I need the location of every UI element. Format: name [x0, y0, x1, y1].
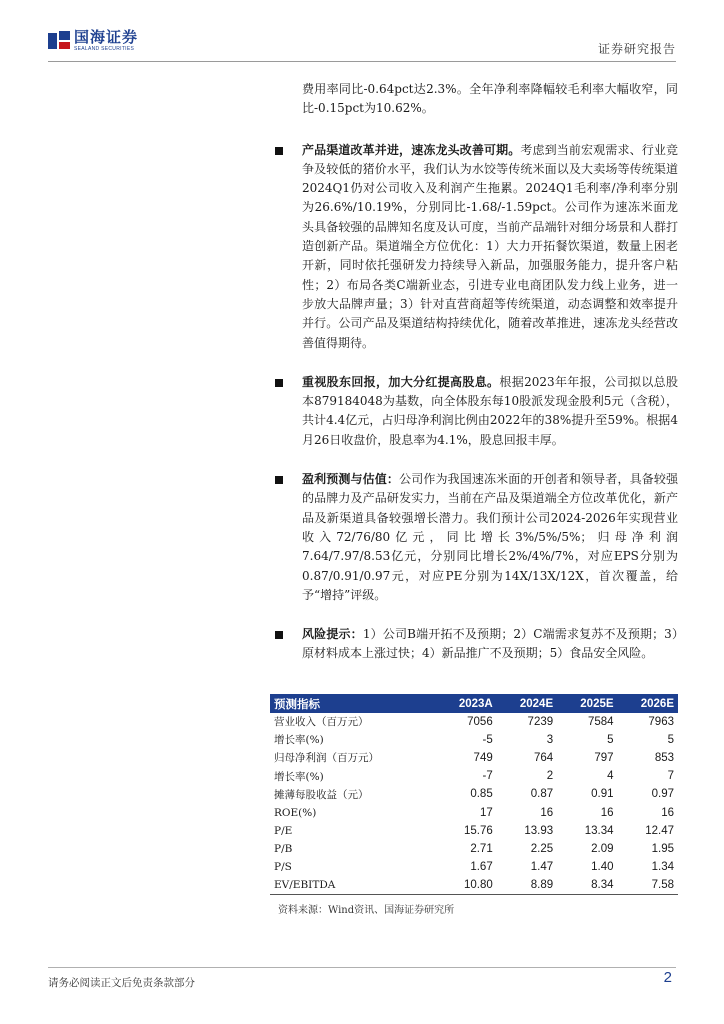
- table-row: [270, 749, 678, 767]
- table-cell: 15.76: [435, 822, 496, 840]
- table-cell: 13.34: [557, 822, 617, 840]
- table-row-label: EV/EBITDA: [270, 876, 435, 894]
- table-row: [270, 822, 678, 840]
- table-cell: 853: [618, 749, 678, 767]
- bullet-icon: [275, 147, 283, 155]
- table-source: 资料来源：Wind资讯、国海证券研究所: [278, 904, 455, 916]
- bullet-icon: [275, 476, 283, 484]
- table-cell: 17: [435, 803, 496, 821]
- table-row-label: P/E: [270, 822, 435, 840]
- table-header-cell: 2025E: [557, 694, 617, 713]
- table-row: [270, 858, 678, 876]
- table-row: [270, 803, 678, 821]
- table-cell: 0.87: [497, 785, 557, 803]
- table-row-label: ROE(%): [270, 803, 435, 821]
- table-cell: 2.71: [435, 840, 496, 858]
- table-cell: -7: [435, 767, 496, 785]
- forecast-table-container: [270, 694, 678, 916]
- section-body: 公司作为我国速冻米面的开创者和领导者，具备较强的品牌力及产品研发实力，当前在产品及渠道端全方位改革优化，新产品及新渠道具备较强增长潜力。我们预计公司2024-2026年实现营业收入72/76/80亿元，同比增长3%/5%/5%；归母净利润7.64/7.97/8.53亿元，分别同比增长2%/4%/7%，对应EPS分别为0.87/0.91/0.97元，对应PE分别为14X/13X/12X，首次覆盖，给予“增持”评级。: [302, 472, 678, 602]
- table-cell: 16: [618, 803, 678, 821]
- table-header-cell: 预测指标: [270, 694, 435, 713]
- table-cell: 13.93: [497, 822, 557, 840]
- table-cell: 0.91: [557, 785, 617, 803]
- table-cell: 1.95: [618, 840, 678, 858]
- section-channel-reform: [270, 141, 678, 353]
- section-forecast-valuation: [270, 470, 678, 605]
- table-row-label: P/B: [270, 840, 435, 858]
- table-row-label: 摊薄每股收益（元）: [270, 785, 435, 803]
- table-cell: 3: [497, 731, 557, 749]
- table-row: [270, 731, 678, 749]
- table-cell: 0.85: [435, 785, 496, 803]
- table-row-label: 增长率(%): [270, 731, 435, 749]
- forecast-table: [270, 694, 678, 895]
- table-cell: 749: [435, 749, 496, 767]
- page-header: [0, 0, 724, 66]
- table-row-label: P/S: [270, 858, 435, 876]
- section-body: 1）公司B端开拓不及预期；2）C端需求复苏不及预期；3）原材料成本上涨过快；4）新品推广不及预期；5）食品安全风险。: [302, 627, 678, 661]
- table-cell: 764: [497, 749, 557, 767]
- page-number: 2: [663, 969, 672, 986]
- table-header-cell: 2026E: [618, 694, 678, 713]
- table-cell: 5: [618, 731, 678, 749]
- table-cell: 7584: [557, 713, 617, 731]
- table-header-row: [270, 694, 678, 713]
- table-cell: 1.47: [497, 858, 557, 876]
- table-cell: -5: [435, 731, 496, 749]
- bullet-icon: [275, 631, 283, 639]
- table-cell: 0.97: [618, 785, 678, 803]
- table-row-label: 归母净利润（百万元）: [270, 749, 435, 767]
- table-header-cell: 2023A: [435, 694, 496, 713]
- table-row: [270, 713, 678, 731]
- section-risk: [270, 625, 678, 664]
- section-title: 盈利预测与估值：: [302, 472, 400, 487]
- table-row: [270, 785, 678, 803]
- section-title: 重视股东回报，加大分红提高股息。: [302, 374, 500, 389]
- main-content: [270, 80, 678, 664]
- section-title: 风险提示：: [302, 627, 363, 642]
- intro-paragraph: 费用率同比-0.64pct达2.3%。全年净利率降幅较毛利率大幅收窄，同比-0.15pct为10.62%。: [302, 82, 678, 116]
- table-cell: 7239: [497, 713, 557, 731]
- bullet-icon: [275, 379, 283, 387]
- table-row-label: 增长率(%): [270, 767, 435, 785]
- table-cell: 1.40: [557, 858, 617, 876]
- section-body: 考虑到当前宏观需求、行业竞争及较低的猪价水平，我们认为水饺等传统米面以及大卖场等传统渠道2024Q1仍对公司收入及利润产生拖累。2024Q1毛利率/净利率分别为26.6%/10.19%，分别同比-1.68/-1.59pct。公司作为速冻米面龙头具备较强的品牌知名度及认可度，当前产品端针对细分场景和人群打造创新产品。渠道端全方位优化：1）大力开拓餐饮渠道，数量上困老开新，同时依托强研发力持续导入新品，加强服务能力，提升客户粘性；2）布局各类C端新业态，引进专业电商团队发力线上业务，进一步放大品牌声量；3）针对直营商超等传统渠道，动态调整和效率提升并行。公司产品及渠道结构持续优化，随着改革推进，速冻龙头经营改善值得期待。: [302, 142, 678, 350]
- table-row-label: 营业收入（百万元）: [270, 713, 435, 731]
- table-cell: 12.47: [618, 822, 678, 840]
- table-row: [270, 876, 678, 894]
- section-title: 产品渠道改革并进，速冻龙头改善可期。: [302, 142, 521, 157]
- table-cell: 2.09: [557, 840, 617, 858]
- footer-divider: [48, 967, 676, 968]
- table-cell: 8.89: [497, 876, 557, 894]
- table-cell: 5: [557, 731, 617, 749]
- table-cell: 2.25: [497, 840, 557, 858]
- table-cell: 2: [497, 767, 557, 785]
- company-logo: [48, 30, 138, 52]
- table-cell: 7056: [435, 713, 496, 731]
- table-cell: 7963: [618, 713, 678, 731]
- logo-name: 国海证券: [74, 28, 139, 46]
- header-divider: [48, 61, 676, 62]
- logo-english: SEALAND SECURITIES: [74, 46, 135, 52]
- section-body: 根据2023年年报，公司拟以总股本879184048为基数，向全体股东每10股派发现金股利5元（含税），共计4.4亿元，占归母净利润比例由2022年的38%提升至59%。根据4月26日收盘价，股息率为4.1%，股息回报丰厚。: [302, 374, 678, 447]
- table-cell: 4: [557, 767, 617, 785]
- table-cell: 10.80: [435, 876, 496, 894]
- table-header-cell: 2024E: [497, 694, 557, 713]
- table-cell: 1.67: [435, 858, 496, 876]
- table-cell: 7.58: [618, 876, 678, 894]
- table-cell: 7: [618, 767, 678, 785]
- table-cell: 16: [497, 803, 557, 821]
- table-row: [270, 840, 678, 858]
- report-type: 证券研究报告: [597, 42, 676, 56]
- table-cell: 1.34: [618, 858, 678, 876]
- table-cell: 8.34: [557, 876, 617, 894]
- section-shareholder-return: [270, 373, 678, 450]
- table-cell: 797: [557, 749, 617, 767]
- footer-disclaimer: 请务必阅读正文后免责条款部分: [48, 977, 195, 989]
- logo-icon: [48, 31, 70, 51]
- table-row: [270, 767, 678, 785]
- table-cell: 16: [557, 803, 617, 821]
